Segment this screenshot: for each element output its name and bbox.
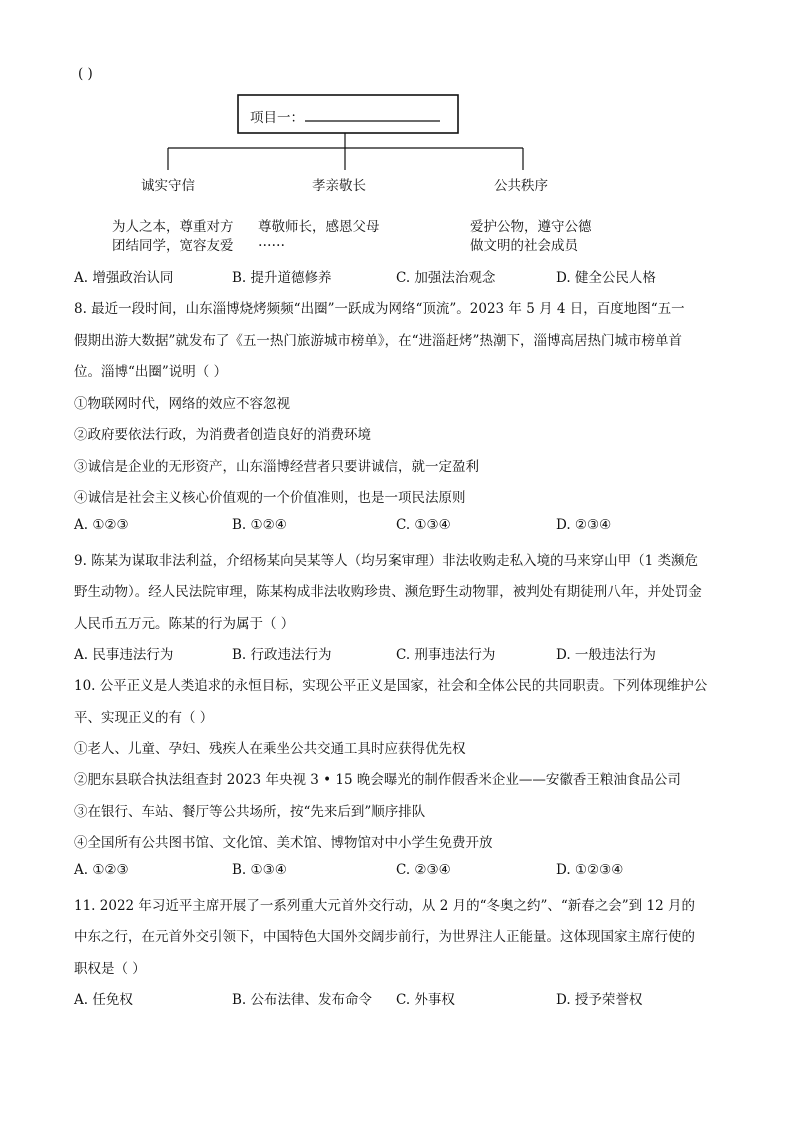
branch-line: 尊敬师长，感恩父母 <box>258 219 380 235</box>
q9-option-d[interactable]: D. 一般违法行为 <box>556 647 656 663</box>
q8-option-a[interactable]: A. ①②③ <box>74 517 129 533</box>
q11-stem-line: 中东之行，在元首外交引领下，中国特色大国外交阔步前行，为世界注人正能量。这体现国家主席行使的 <box>74 929 695 945</box>
q10-item-2: ②肥东县联合执法组查封 2023 年央视 3 • 15 晚会曝光的制作假香米企业——安徽香王粮油食品公司 <box>74 772 681 788</box>
project-label: 项目一： <box>250 110 304 126</box>
branch-line: 团结同学，宽容友爱 <box>112 238 234 254</box>
q8-stem-line: 位。淄博“出圈”说明（ ） <box>74 364 228 380</box>
q8-stem-line: 8. 最近一段时间，山东淄博烧烤频频“出圈”一跃成为网络“顶流”。2023 年 5 月 4 日，百度地图“五一 <box>74 301 685 317</box>
q7-option-c[interactable]: C. 加强法治观念 <box>396 270 496 286</box>
branch-title-public-order: 公共秩序 <box>494 178 548 194</box>
q8-item-4: ④诚信是社会主义核心价值观的一个价值准则，也是一项民法原则 <box>74 490 466 506</box>
q10-item-4: ④全国所有公共图书馆、文化馆、美术馆、博物馆对中小学生免费开放 <box>74 835 493 851</box>
q11-option-c[interactable]: C. 外事权 <box>396 992 455 1008</box>
q9-option-c[interactable]: C. 刑事违法行为 <box>396 647 496 663</box>
q11-option-d[interactable]: D. 授予荣誉权 <box>556 992 643 1008</box>
q10-stem-line: 10. 公平正义是人类追求的永恒目标，实现公平正义是国家，社会和全体公民的共同职责。下列体现维护公 <box>74 678 708 694</box>
q10-stem-line: 平、实现正义的有（ ） <box>74 710 214 726</box>
q9-stem-line: 人民币五万元。陈某的行为属于（ ） <box>74 616 295 632</box>
branch-title-filial: 孝亲敬长 <box>312 178 366 194</box>
q8-option-d[interactable]: D. ②③④ <box>556 517 612 533</box>
q10-option-d[interactable]: D. ①②③④ <box>556 862 624 878</box>
branch-line: 做文明的社会成员 <box>470 238 578 254</box>
q9-option-b[interactable]: B. 行政违法行为 <box>232 647 332 663</box>
q7-option-d[interactable]: D. 健全公民人格 <box>556 270 656 286</box>
q11-stem-line: 职权是（ ） <box>74 961 146 977</box>
q11-stem-line: 11. 2022 年习近平主席开展了一系列重大元首外交行动，从 2 月的“冬奥之约”、“新春之会”到 12 月的 <box>74 898 695 914</box>
branch-line: 为人之本，尊重对方 <box>112 219 234 235</box>
q10-item-3: ③在银行、车站、餐厅等公共场所，按“先来后到”顺序排队 <box>74 804 426 820</box>
q9-option-a[interactable]: A. 民事违法行为 <box>74 647 174 663</box>
q8-option-b[interactable]: B. ①②④ <box>232 517 287 533</box>
q11-option-a[interactable]: A. 任免权 <box>74 992 133 1008</box>
branch-title-honesty: 诚实守信 <box>141 178 195 194</box>
q10-item-1: ①老人、儿童、孕妇、残疾人在乘坐公共交通工具时应获得优先权 <box>74 741 466 757</box>
q7-diagram <box>0 0 793 260</box>
q8-item-3: ③诚信是企业的无形资产，山东淄博经营者只要讲诚信，就一定盈利 <box>74 459 479 475</box>
q7-answer-bracket: ( ) <box>78 66 93 82</box>
q11-option-b[interactable]: B. 公布法律、发布命令 <box>232 992 373 1008</box>
branch-line: …… <box>258 234 285 250</box>
q8-item-1: ①物联网时代，网络的效应不容忽视 <box>74 396 290 412</box>
q9-stem-line: 9. 陈某为谋取非法利益，介绍杨某向吴某等人（均另案审理）非法收购走私入境的马来穿山甲（1 类濒危 <box>74 553 699 569</box>
q8-option-c[interactable]: C. ①③④ <box>396 517 451 533</box>
q10-option-a[interactable]: A. ①②③ <box>74 862 129 878</box>
q8-stem-line: 假期出游大数据”就发布了《五一热门旅游城市榜单》，在“进淄赶烤”热潮下，淄博高居热门城市榜单首 <box>74 333 682 349</box>
q7-option-a[interactable]: A. 增强政治认同 <box>74 270 174 286</box>
q10-option-b[interactable]: B. ①③④ <box>232 862 287 878</box>
q10-option-c[interactable]: C. ②③④ <box>396 862 451 878</box>
q8-item-2: ②政府要依法行政，为消费者创造良好的消费环境 <box>74 427 371 443</box>
q7-option-b[interactable]: B. 提升道德修养 <box>232 270 332 286</box>
branch-line: 爱护公物，遵守公德 <box>470 219 592 235</box>
q9-stem-line: 野生动物）。经人民法院审理，陈某构成非法收购珍贵、濒危野生动物罪，被判处有期徒刑八年，并处罚金 <box>74 584 702 600</box>
